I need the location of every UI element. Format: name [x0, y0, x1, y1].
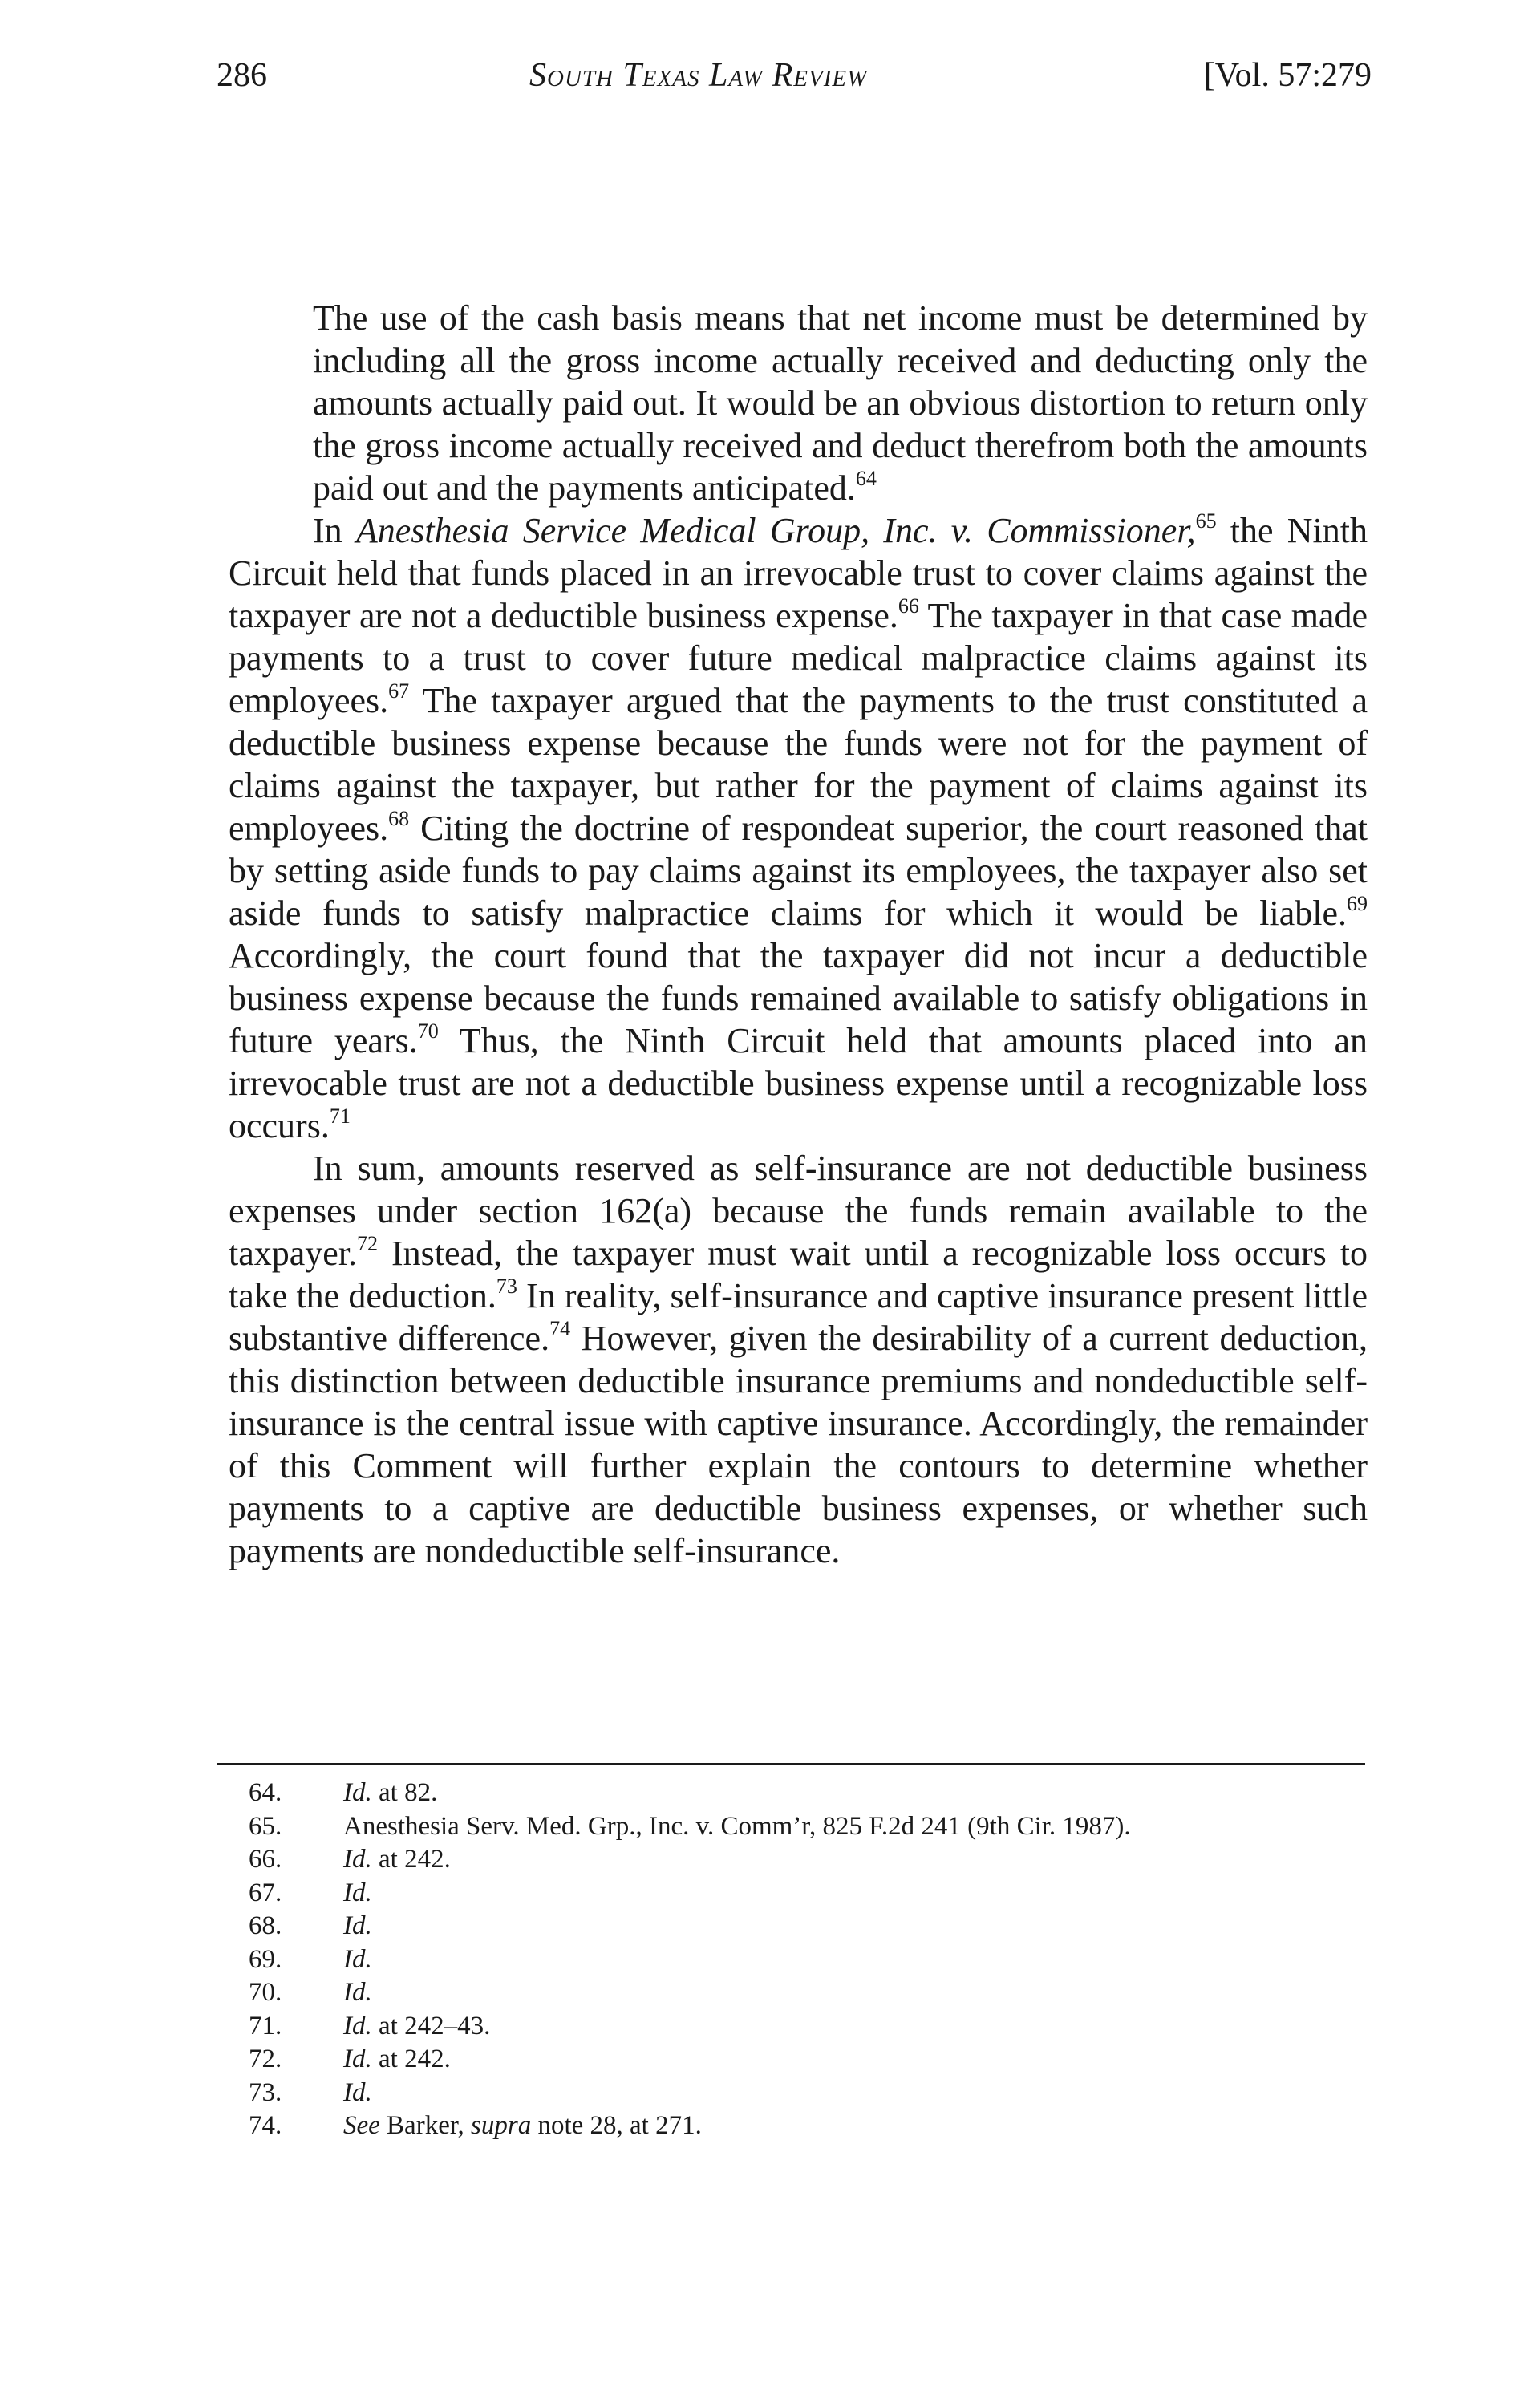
- footnote-divider: [217, 1763, 1365, 1765]
- footnote-ref-69[interactable]: 69: [1347, 892, 1368, 915]
- footnote-number: 72.: [249, 2044, 282, 2073]
- journal-title: South Texas Law Review: [529, 57, 868, 94]
- footnote-ref-71[interactable]: 71: [329, 1104, 351, 1128]
- block-quote: The use of the cash basis means that net income must be determined by including all the gross income actually received and deducting only the amounts actually paid out. It would be an obvious distortion to return only the gross income actually received and deduct therefrom both the amounts paid out and the payments anticipated.$^{64}$: [313, 298, 1368, 508]
- footnote-number: 67.: [249, 1878, 282, 1907]
- footnote-item: 71. Id. at 242–43.: [249, 2010, 1356, 2044]
- footnote-item: 66. Id. at 242.: [249, 1843, 1356, 1877]
- footnote-ref-65[interactable]: 65: [1195, 509, 1217, 533]
- footnote-number: 73.: [249, 2077, 282, 2107]
- footnote-item: 70. Id.: [249, 1976, 1356, 2010]
- running-header: [217, 56, 1372, 112]
- footnote-item: 67. Id.: [249, 1877, 1356, 1911]
- footnote-item: 69. Id.: [249, 1943, 1356, 1977]
- footnote-ref-68[interactable]: 68: [388, 807, 410, 830]
- footnote-ref-67[interactable]: 67: [388, 679, 410, 703]
- footnote-ref-70[interactable]: 70: [417, 1019, 439, 1043]
- footnote-item: 68. Id.: [249, 1910, 1356, 1943]
- paragraph-anesthesia: In Anesthesia Service Medical Group, Inc. v. Commissioner,$^{65}$ the Ninth Circuit held that funds placed in an irrevocable trust to cover claims against the taxpayer are not a deductible business expense.$^{66}$ The taxpayer in that case made payments to a trust to cover future medical malpractice claims against its employees.$^{67}$ The taxpayer argued that the payments to the trust constituted a deductible business expense because the funds were not for the payment of claims against the taxpayer, but rather for the payment of claims against its employees.$^{68}$ Citing the doctrine of respondeat superior, the court reasoned that by setting aside funds to pay claims against its employees, the taxpayer also set aside funds to satisfy malpractice claims for which it would be liable.$^{69}$ Accordingly, the court found that the taxpayer did not incur a deductible business expense because the funds remained available to satisfy obligations in future years.$^{70}$ Thus, the Ninth Circuit held that amounts placed into an irrevocable trust are not a deductible business expense until a recognizable loss occurs.$^{71}$: [229, 509, 1368, 1145]
- footnote-ref-73[interactable]: 73: [496, 1274, 517, 1298]
- volume-citation: [Vol. 57:279: [1203, 57, 1372, 94]
- footnote-number: 64.: [249, 1778, 282, 1807]
- paragraph-in-sum: In sum, amounts reserved as self-insurance are not deductible business expenses under section 162(a) because the funds remain available to the taxpayer.$^{72}$ Instead, the taxpayer must wait until a recognizable loss occurs to take the deduction.$^{73}$ In reality, self-insurance and captive insurance present little substantive difference.$^{74}$ However, given the desirability of a current deduction, this distinction between deductible insurance premiums and nondeductible self-insurance is the central issue with captive insurance. Accordingly, the remainder of this Comment will further explain the contours to determine whether payments to a captive are deductible business expenses, or whether such payments are nondeductible self-insurance.: [229, 1149, 1368, 1570]
- footnote-ref-74[interactable]: 74: [549, 1317, 571, 1340]
- footnote-number: 65.: [249, 1811, 282, 1841]
- footnote-item: 74. See Barker, supra note 28, at 271.: [249, 2109, 1356, 2143]
- footnotes-list: [249, 1777, 1356, 2143]
- footnote-ref-66[interactable]: 66: [898, 594, 919, 618]
- footnote-number: 68.: [249, 1911, 282, 1940]
- body-text: [229, 297, 1368, 1572]
- footnote-item: 73. Id.: [249, 2077, 1356, 2110]
- footnote-number: 66.: [249, 1845, 282, 1874]
- footnote-number: 74.: [249, 2111, 282, 2140]
- footnote-number: 69.: [249, 1944, 282, 1974]
- footnote-number: 70.: [249, 1978, 282, 2007]
- page-number: 286: [217, 57, 267, 94]
- footnote-item: 65. Anesthesia Serv. Med. Grp., Inc. v. Comm’r, 825 F.2d 241 (9th Cir. 1987).: [249, 1810, 1356, 1844]
- footnote-number: 71.: [249, 2011, 282, 2040]
- footnote-ref-64[interactable]: 64: [855, 467, 877, 490]
- footnote-item: 64. Id. at 82.: [249, 1777, 1356, 1810]
- footnote-ref-72[interactable]: 72: [357, 1232, 379, 1255]
- footnote-item: 72. Id. at 242.: [249, 2043, 1356, 2077]
- case-name: Anesthesia Service Medical Group, Inc. v. Commissioner: [355, 511, 1187, 550]
